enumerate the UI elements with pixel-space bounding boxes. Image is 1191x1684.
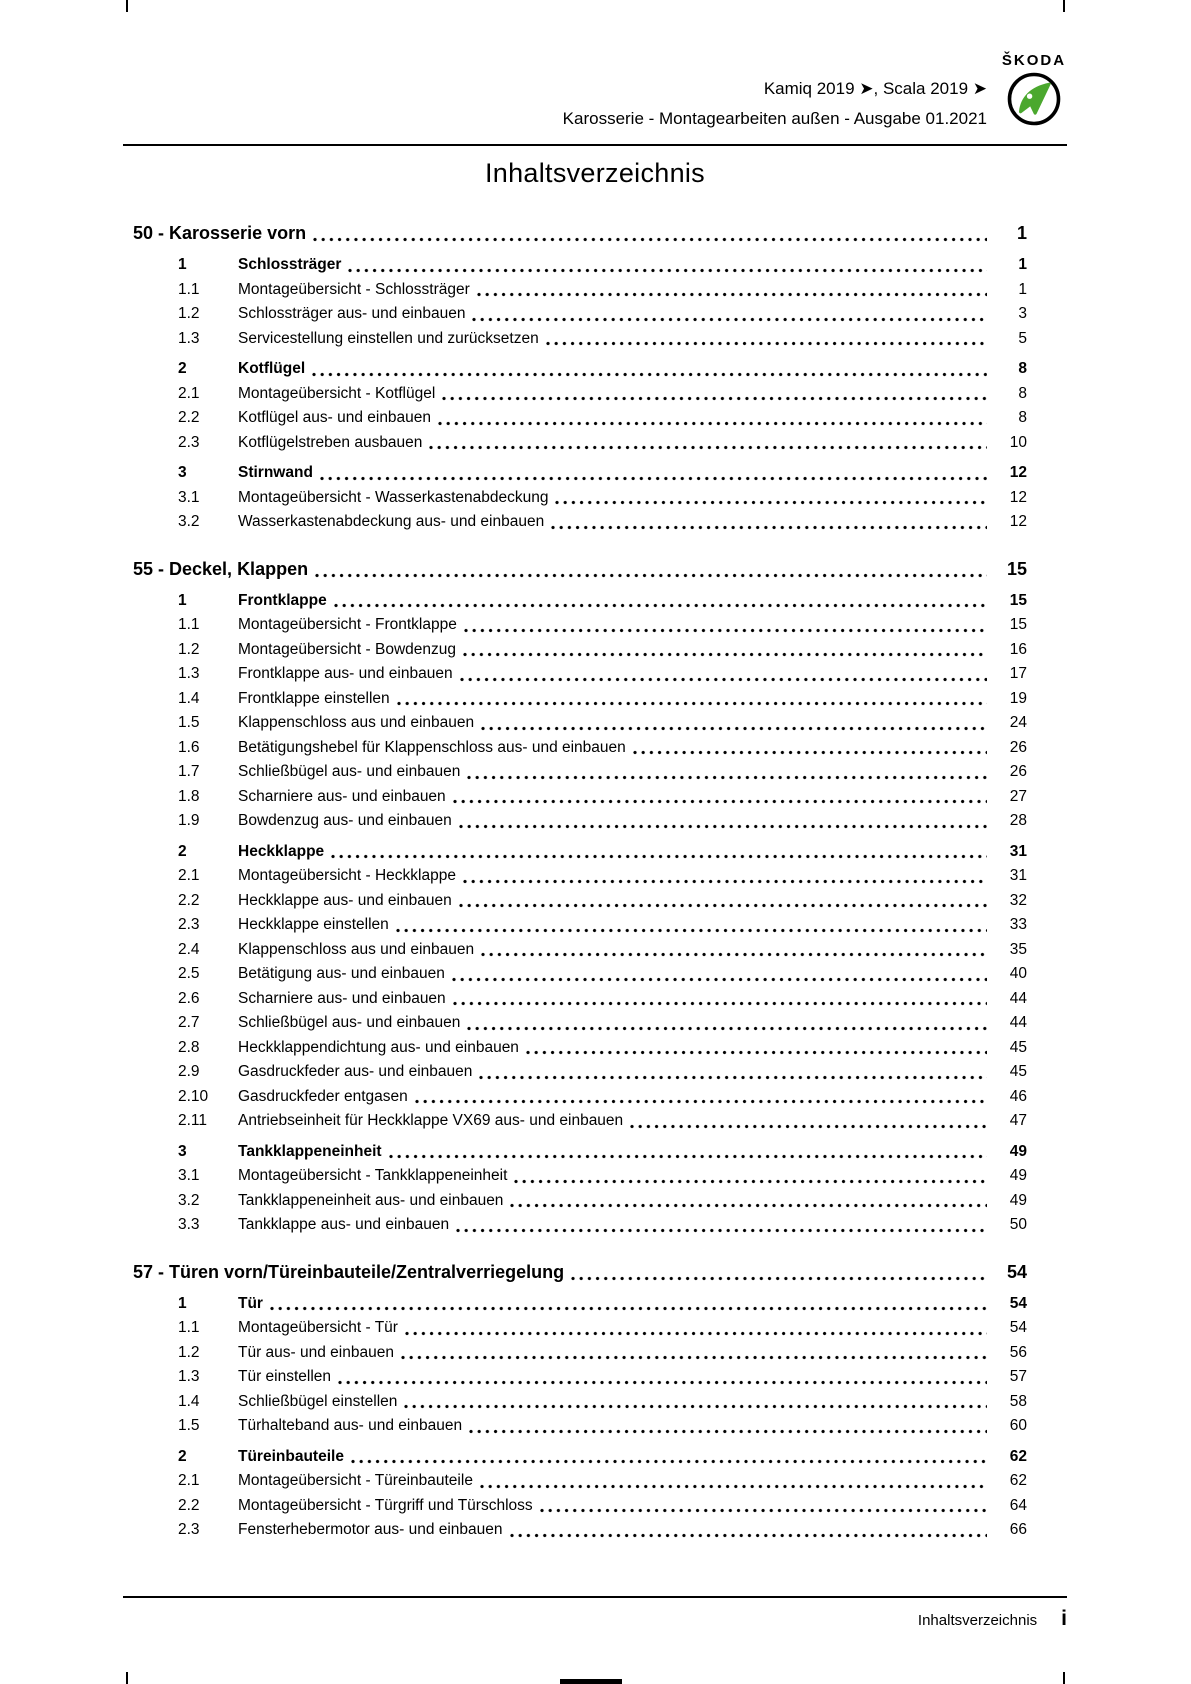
toc-page-number: 60: [1009, 1417, 1027, 1434]
toc-entry-label: Montageübersicht - Türeinbauteile: [238, 1472, 473, 1489]
toc-chapter-row: [123, 1258, 1027, 1286]
toc-entry-label: Gasdruckfeder aus- und einbauen: [238, 1063, 473, 1080]
toc-entry-row: [123, 357, 1027, 382]
dot-leader: [404, 1404, 987, 1409]
dot-leader: [633, 750, 987, 755]
toc-entry-number: 2.9: [178, 1063, 200, 1080]
dot-leader: [630, 1124, 987, 1129]
toc-page-number: 64: [1009, 1496, 1027, 1514]
toc-entry-row: [123, 736, 1027, 761]
dot-leader: [571, 1276, 987, 1281]
dot-leader: [438, 421, 987, 426]
toc-page-number: 35: [1009, 940, 1027, 958]
toc-entry-row: [123, 431, 1027, 456]
toc-entry-label: Schließbügel einstellen: [238, 1392, 398, 1410]
toc-entry-number: 2: [178, 842, 187, 860]
toc-entry-number: 2.2: [178, 891, 200, 909]
toc-entry-number: 3.2: [178, 513, 200, 530]
dot-leader: [480, 1484, 987, 1489]
dot-leader: [320, 476, 987, 481]
toc-entry-label: Antriebseinheit für Heckklappe VX69 aus- und einbauen: [238, 1112, 624, 1129]
toc-entry-number: 1.1: [178, 1319, 200, 1336]
toc-entry-row: [123, 1292, 1027, 1317]
dot-leader: [270, 1306, 987, 1311]
toc-entry-row: [123, 864, 1027, 889]
toc-entry-label: Montageübersicht - Wasserkastenabdeckung: [238, 488, 549, 506]
toc-entry-number: 3.3: [178, 1216, 200, 1233]
dot-leader: [551, 525, 987, 530]
toc-entry-number: 1.2: [178, 1343, 200, 1361]
toc-entry-row: [123, 382, 1027, 407]
toc-entry-label: Scharniere aus- und einbauen: [238, 787, 446, 805]
toc-page-number: 47: [1009, 1112, 1027, 1129]
dot-leader: [463, 652, 987, 657]
footer-label: Inhaltsverzeichnis: [917, 1612, 1038, 1629]
toc-entry-row: [123, 1445, 1027, 1470]
toc-entry-row: [123, 302, 1027, 327]
toc-entry-number: 2.7: [178, 1014, 200, 1031]
toc-entry-row: [123, 938, 1027, 963]
dot-leader: [526, 1050, 987, 1055]
toc-page-number: 19: [1009, 689, 1027, 707]
toc-entry-number: 1.6: [178, 738, 200, 756]
page-footer: [123, 1596, 1067, 1631]
dot-leader: [477, 292, 987, 297]
toc-entry-number: 1.3: [178, 1368, 200, 1385]
toc-entry-label: Montageübersicht - Kotflügel: [238, 384, 436, 402]
toc: [123, 219, 1067, 1543]
toc-entry-label: Frontklappe aus- und einbauen: [238, 665, 453, 682]
toc-page-number: 50: [1009, 1216, 1027, 1233]
dot-leader: [313, 237, 987, 242]
toc-page-number: 58: [1009, 1392, 1027, 1410]
toc-entry-label: Tankklappe aus- und einbauen: [238, 1216, 450, 1233]
toc-entry-row: [123, 889, 1027, 914]
toc-entry-row: [123, 687, 1027, 712]
toc-entry-row: [123, 461, 1027, 486]
toc-entry-number: 2.8: [178, 1038, 200, 1056]
toc-page-number: 26: [1009, 738, 1027, 756]
toc-entry-label: Bowdenzug aus- und einbauen: [238, 812, 452, 829]
toc-page-number: 49: [1009, 1142, 1027, 1160]
dot-leader: [389, 1154, 987, 1159]
toc-page-number: 40: [1009, 965, 1027, 982]
dot-leader: [467, 1026, 987, 1031]
toc-page-number: 27: [1009, 787, 1027, 805]
toc-page-number: 45: [1009, 1038, 1027, 1056]
toc-chapter: [123, 1258, 1027, 1543]
toc-page-number: 16: [1009, 640, 1027, 658]
toc-entry-number: 2.11: [178, 1112, 208, 1129]
toc-entry-number: 1.8: [178, 787, 200, 805]
toc-page-number: 32: [1009, 891, 1027, 909]
toc-page-number: 44: [1009, 989, 1027, 1007]
dot-leader: [481, 952, 987, 957]
toc-page-number: 12: [1009, 513, 1027, 530]
toc-entry-row: [123, 662, 1027, 687]
toc-entry-number: 2.4: [178, 940, 200, 958]
dot-leader: [312, 372, 987, 377]
toc-entry-row: [123, 1085, 1027, 1110]
toc-entry-label: Wasserkastenabdeckung aus- und einbauen: [238, 513, 545, 530]
toc-entry-number: 1.3: [178, 329, 200, 347]
toc-entry-label: Betätigung aus- und einbauen: [238, 965, 445, 982]
dot-leader: [479, 1075, 987, 1080]
skoda-winged-arrow-icon: [1001, 71, 1067, 132]
toc-entry-label: Frontklappe einstellen: [238, 689, 390, 707]
dot-leader: [397, 701, 987, 706]
toc-entry-number: 2: [178, 1447, 187, 1465]
toc-page-number: 56: [1009, 1343, 1027, 1361]
toc-entry-label: Tankklappeneinheit: [238, 1142, 382, 1160]
toc-page-number: 54: [1009, 1294, 1027, 1312]
toc-page-number: 8: [1018, 360, 1027, 377]
toc-entry-label: Tür: [238, 1294, 263, 1312]
toc-page-number: 28: [1009, 812, 1027, 829]
toc-entry-number: 2.3: [178, 433, 200, 451]
toc-entry-label: Kotflügel: [238, 360, 306, 377]
toc-entry-row: [123, 1365, 1027, 1390]
toc-chapter-label: 57 - Türen vorn/Türeinbauteile/Zentralverriegelung: [133, 1261, 565, 1282]
binding-mark-bottom-center: [560, 1679, 622, 1684]
toc-entry-label: Gasdruckfeder entgasen: [238, 1087, 408, 1105]
toc-chapter: [123, 219, 1027, 535]
toc-page-number: 3: [1018, 305, 1027, 322]
dot-leader: [338, 1380, 987, 1385]
dot-leader: [452, 977, 987, 982]
toc-page-number: 24: [1009, 714, 1027, 731]
toc-entry-number: 3: [178, 464, 187, 481]
toc-chapter-label: 55 - Deckel, Klappen: [133, 558, 309, 579]
toc-page-number: 15: [1006, 558, 1027, 579]
toc-entry-row: [123, 1164, 1027, 1189]
toc-entry-row: [123, 809, 1027, 834]
toc-entry-number: 3.1: [178, 488, 200, 506]
toc-entry-number: 3.1: [178, 1167, 200, 1184]
dot-leader: [456, 1228, 987, 1233]
toc-page-number: 31: [1009, 867, 1027, 884]
toc-page-number: 33: [1009, 916, 1027, 933]
toc-entry-label: Klappenschloss aus und einbauen: [238, 714, 475, 731]
toc-page-number: 54: [1009, 1319, 1027, 1336]
dot-leader: [315, 573, 987, 578]
toc-entry-row: [123, 1390, 1027, 1415]
toc-page-number: 57: [1009, 1368, 1027, 1385]
toc-entry-row: [123, 1011, 1027, 1036]
toc-entry-row: [123, 253, 1027, 278]
toc-entry-number: 1.5: [178, 1417, 200, 1434]
dot-leader: [510, 1533, 987, 1538]
toc-entry-label: Montageübersicht - Frontklappe: [238, 616, 457, 633]
toc-entry-label: Heckklappe: [238, 842, 325, 860]
dot-leader: [481, 726, 987, 731]
crop-mark-bottom-left: [126, 1672, 128, 1684]
toc-entry-row: [123, 760, 1027, 785]
dot-leader: [464, 628, 987, 633]
dot-leader: [348, 268, 987, 273]
toc-entry-label: Kotflügel aus- und einbauen: [238, 409, 432, 426]
toc-entry-number: 1.7: [178, 763, 200, 780]
dot-leader: [460, 677, 987, 682]
dot-leader: [396, 928, 987, 933]
toc-entry-row: [123, 406, 1027, 431]
dot-leader: [429, 445, 987, 450]
toc-entry-number: 1.1: [178, 280, 200, 298]
toc-page-number: 54: [1006, 1261, 1027, 1282]
toc-entry-row: [123, 1036, 1027, 1061]
toc-entry-label: Stirnwand: [238, 464, 313, 481]
toc-page-number: 15: [1009, 591, 1027, 609]
dot-leader: [334, 603, 987, 608]
toc-page-number: 62: [1009, 1447, 1027, 1465]
toc-entry-row: [123, 1213, 1027, 1238]
toc-entry-label: Servicestellung einstellen und zurücksetzen: [238, 329, 539, 347]
toc-entry-label: Scharniere aus- und einbauen: [238, 989, 446, 1007]
toc-page-number: 12: [1009, 488, 1027, 506]
footer-page-number: i: [1061, 1607, 1067, 1630]
toc-entry-number: 2.5: [178, 965, 200, 982]
toc-page-number: 17: [1009, 665, 1027, 682]
toc-entry-label: Betätigungshebel für Klappenschloss aus- und einbauen: [238, 738, 626, 756]
header-text-block: [563, 74, 987, 134]
toc-entry-row: [123, 1189, 1027, 1214]
dot-leader: [331, 854, 987, 859]
toc-entry-label: Heckklappe aus- und einbauen: [238, 891, 452, 909]
toc-page-number: 44: [1009, 1014, 1027, 1031]
toc-entry-row: [123, 711, 1027, 736]
skoda-wordmark: ŠKODA: [1001, 52, 1067, 69]
toc-entry-label: Montageübersicht - Tankklappeneinheit: [238, 1167, 508, 1184]
toc-entry-number: 1: [178, 591, 187, 609]
toc-entry-label: Montageübersicht - Bowdenzug: [238, 640, 456, 658]
toc-entry-label: Tür aus- und einbauen: [238, 1343, 394, 1361]
toc-entry-row: [123, 1414, 1027, 1439]
toc-page-number: 15: [1009, 616, 1027, 633]
toc-entry-label: Türeinbauteile: [238, 1447, 344, 1465]
toc-chapter: [123, 555, 1027, 1238]
toc-page-number: 46: [1009, 1087, 1027, 1105]
document-page: [123, 0, 1067, 1543]
toc-entry-number: 3.2: [178, 1191, 200, 1209]
toc-entry-number: 1.9: [178, 812, 200, 829]
header-document-line: Karosserie - Montagearbeiten außen - Ausgabe 01.2021: [562, 109, 987, 128]
toc-entry-row: [123, 913, 1027, 938]
toc-entry-row: [123, 1518, 1027, 1543]
toc-entry-row: [123, 1494, 1027, 1519]
toc-entry-number: 2.10: [178, 1087, 209, 1105]
toc-entry-number: 1.1: [178, 616, 200, 633]
toc-entry-row: [123, 1469, 1027, 1494]
dot-leader: [467, 775, 987, 780]
toc-entry-label: Schlossträger aus- und einbauen: [238, 305, 466, 322]
toc-page-number: 1: [1018, 256, 1027, 273]
toc-entry-row: [123, 987, 1027, 1012]
toc-page-number: 45: [1009, 1063, 1027, 1080]
page-header: [123, 0, 1067, 134]
toc-entry-label: Kotflügelstreben ausbauen: [238, 433, 423, 451]
toc-entry-label: Montageübersicht - Tür: [238, 1319, 398, 1336]
toc-entry-label: Heckklappe einstellen: [238, 916, 389, 933]
toc-page-number: 66: [1009, 1521, 1027, 1538]
toc-page-number: 8: [1018, 384, 1027, 402]
dot-leader: [453, 1001, 987, 1006]
crop-mark-bottom-right: [1063, 1672, 1065, 1684]
header-model-line: Kamiq 2019 ➤, Scala 2019 ➤: [763, 79, 987, 98]
toc-entry-number: 1: [178, 1294, 187, 1312]
toc-entry-number: 2.3: [178, 1521, 200, 1538]
toc-entry-number: 1.4: [178, 689, 200, 707]
toc-entry-number: 2.1: [178, 1472, 200, 1489]
toc-entry-number: 2.3: [178, 916, 200, 933]
toc-entry-label: Türhalteband aus- und einbauen: [238, 1417, 463, 1434]
toc-page-number: 1: [1018, 280, 1027, 298]
skoda-logo: [1001, 52, 1067, 132]
toc-entry-label: Tankklappeneinheit aus- und einbauen: [238, 1191, 504, 1209]
toc-chapter-row: [123, 555, 1027, 583]
toc-page-number: 5: [1018, 329, 1027, 347]
dot-leader: [472, 317, 987, 322]
toc-entry-number: 1.2: [178, 640, 200, 658]
toc-entry-number: 1.5: [178, 714, 200, 731]
toc-entry-row: [123, 327, 1027, 352]
toc-entry-number: 1.4: [178, 1392, 200, 1410]
dot-leader: [415, 1099, 987, 1104]
toc-entry-label: Schließbügel aus- und einbauen: [238, 1014, 461, 1031]
toc-entry-row: [123, 486, 1027, 511]
toc-page-number: 62: [1009, 1472, 1027, 1489]
toc-entry-row: [123, 840, 1027, 865]
dot-leader: [540, 1508, 987, 1513]
dot-leader: [555, 500, 987, 505]
dot-leader: [514, 1179, 987, 1184]
toc-entry-label: Klappenschloss aus und einbauen: [238, 940, 475, 958]
toc-entry-number: 2.6: [178, 989, 200, 1007]
toc-entry-row: [123, 1341, 1027, 1366]
toc-entry-number: 3: [178, 1142, 187, 1160]
toc-entry-label: Schließbügel aus- und einbauen: [238, 763, 461, 780]
toc-entry-row: [123, 1140, 1027, 1165]
toc-entry-number: 2: [178, 360, 187, 377]
toc-entry-row: [123, 962, 1027, 987]
toc-entry-row: [123, 589, 1027, 614]
toc-entry-row: [123, 1316, 1027, 1341]
toc-entry-row: [123, 638, 1027, 663]
toc-entry-row: [123, 1060, 1027, 1085]
toc-entry-number: 2.2: [178, 409, 200, 426]
toc-entry-row: [123, 785, 1027, 810]
toc-entry-label: Montageübersicht - Türgriff und Türschloss: [238, 1496, 533, 1514]
toc-page-number: 49: [1009, 1191, 1027, 1209]
page-title: Inhaltsverzeichnis: [484, 158, 705, 188]
toc-entry-number: 2.1: [178, 867, 200, 884]
dot-leader: [351, 1459, 987, 1464]
toc-entry-label: Montageübersicht - Schlossträger: [238, 280, 470, 298]
toc-entry-label: Montageübersicht - Heckklappe: [238, 867, 456, 884]
toc-page-number: 26: [1009, 763, 1027, 780]
toc-entry-number: 1.3: [178, 665, 200, 682]
toc-page-number: 8: [1018, 409, 1027, 426]
toc-page-number: 1: [1016, 223, 1027, 243]
header-divider: [123, 144, 1067, 146]
toc-page-number: 10: [1009, 433, 1027, 451]
dot-leader: [459, 824, 987, 829]
dot-leader: [463, 879, 987, 884]
dot-leader: [453, 799, 987, 804]
toc-page-number: 49: [1009, 1167, 1027, 1184]
toc-entry-number: 1.2: [178, 305, 200, 322]
toc-entry-row: [123, 613, 1027, 638]
toc-entry-number: 2.2: [178, 1496, 200, 1514]
toc-entry-number: 2.1: [178, 384, 200, 402]
toc-entry-row: [123, 510, 1027, 535]
dot-leader: [469, 1429, 987, 1434]
toc-entry-label: Frontklappe: [238, 591, 327, 609]
toc-entry-row: [123, 278, 1027, 303]
toc-entry-number: 1: [178, 256, 187, 273]
toc-chapter-row: [123, 219, 1027, 247]
toc-entry-label: Heckklappendichtung aus- und einbauen: [238, 1038, 519, 1056]
toc-chapter-label: 50 - Karosserie vorn: [133, 223, 307, 243]
dot-leader: [459, 903, 987, 908]
dot-leader: [401, 1355, 987, 1360]
toc-entry-label: Tür einstellen: [238, 1368, 332, 1385]
toc-entry-row: [123, 1109, 1027, 1134]
toc-entry-label: Fensterhebermotor aus- und einbauen: [238, 1521, 503, 1538]
dot-leader: [510, 1203, 987, 1208]
dot-leader: [546, 341, 987, 346]
toc-page-number: 12: [1009, 464, 1027, 481]
dot-leader: [442, 396, 987, 401]
toc-page-number: 31: [1009, 842, 1027, 860]
dot-leader: [405, 1331, 987, 1336]
toc-entry-label: Schlossträger: [238, 256, 342, 273]
